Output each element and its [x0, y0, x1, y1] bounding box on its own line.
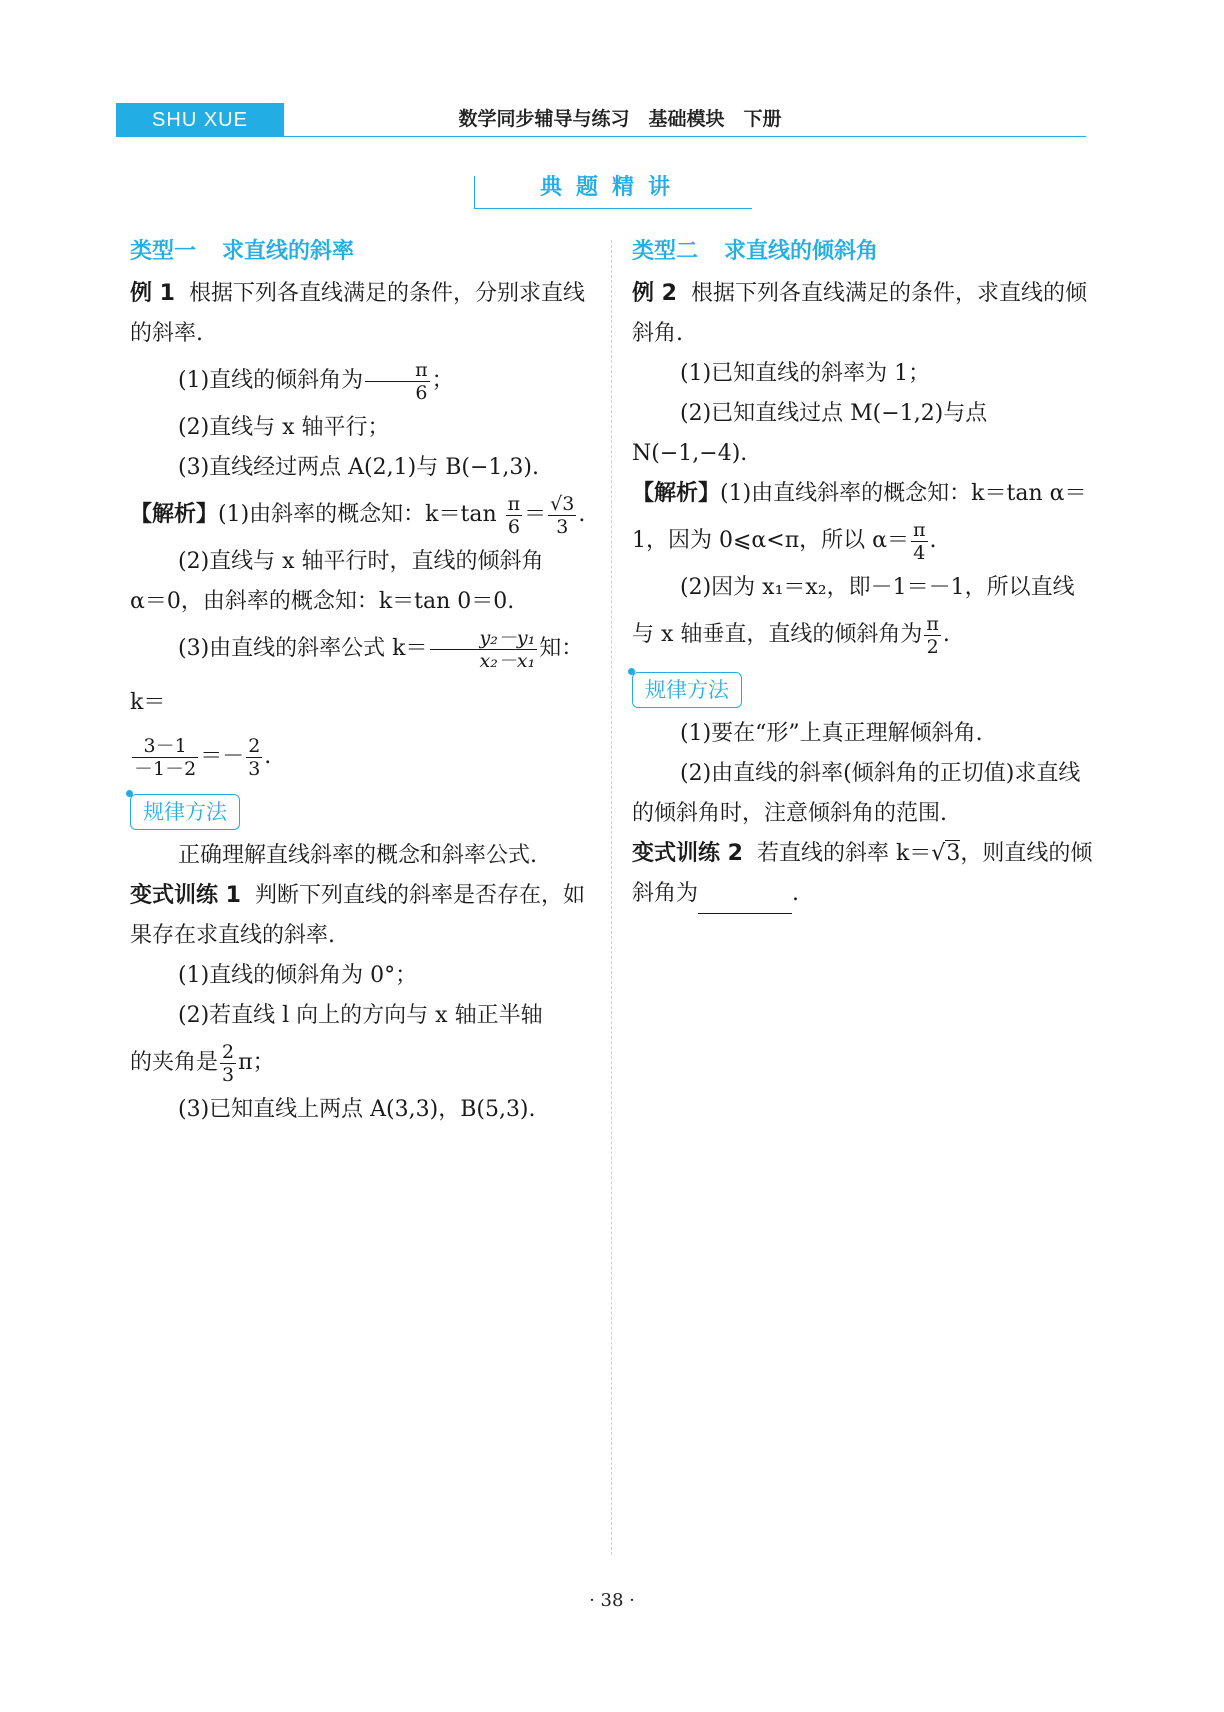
frac-den: 6: [507, 515, 520, 538]
example-2-item-2: (2)已知直线过点 M(−1,2)与点 N(−1,−4).: [632, 401, 988, 466]
frac-num: 2: [248, 734, 261, 757]
solution-2-line-1: (2)直线与 x 轴平行时，直线的倾斜角: [178, 549, 544, 574]
fraction: [246, 735, 262, 780]
solution-2-line-2: [632, 608, 1094, 662]
right-column: [632, 232, 1094, 914]
solution-text: (3)由直线的斜率公式 k＝: [178, 636, 428, 661]
training-item-2b: [130, 1036, 596, 1090]
variant-training-1: [130, 876, 596, 956]
solution-1-line-1: [632, 474, 1094, 514]
solution-text: 与 x 轴垂直，直线的倾斜角为: [632, 622, 923, 647]
type-title: 求直线的倾斜角: [724, 239, 879, 264]
frac-den: x₂－x₁: [479, 649, 536, 672]
variant-training-2: [632, 834, 1094, 914]
section-title-rule: [474, 208, 752, 209]
item-punct: ；: [431, 368, 454, 393]
example-2-item-1: (1)已知直线的斜率为 1；: [680, 361, 931, 386]
solution-3-line-1: [130, 622, 596, 730]
item-text: 的夹角是: [130, 1050, 219, 1075]
frac-num: 3－1: [132, 735, 198, 758]
frac-den: 6: [415, 381, 428, 404]
method-text: 正确理解直线斜率的概念和斜率公式.: [178, 843, 537, 868]
period: .: [929, 528, 937, 553]
solution-text: (1)由直线斜率的概念知：k＝tan α＝: [720, 481, 1087, 506]
solution-1: [130, 488, 596, 542]
fraction: [220, 1041, 236, 1086]
fraction: [506, 493, 523, 538]
frac-den: 3: [222, 1063, 235, 1086]
example-1: [130, 274, 596, 354]
subject-badge: SHU XUE: [116, 103, 284, 137]
solution-text: 知：k＝: [130, 636, 584, 715]
solution-2-line-1: (2)因为 x₁＝x₂，即－1＝－1，所以直线: [680, 575, 1075, 600]
solution-2-line-2: α＝0，由斜率的概念知：k＝tan 0＝0.: [130, 589, 515, 614]
fraction: [924, 613, 941, 658]
period: .: [264, 744, 272, 769]
method-label: 规律方法: [632, 672, 742, 708]
example-label: 例 1: [130, 281, 175, 306]
left-column: [130, 232, 596, 1130]
page-number: · 38 ·: [589, 1590, 635, 1611]
frac-den: －1－2: [134, 757, 197, 780]
frac-den: 2: [926, 635, 939, 658]
solution-text: 1，因为 0⩽α<π，所以 α＝: [632, 528, 910, 553]
example-1-item-2: (2)直线与 x 轴平行；: [178, 415, 390, 440]
fraction: [132, 735, 198, 780]
training-item-3: (3)已知直线上两点 A(3,3)，B(5,3).: [178, 1097, 536, 1122]
method-item-2: (2)由直线的斜率(倾斜角的正切值)求直线的倾斜角时，注意倾斜角的范围.: [632, 761, 1081, 826]
fraction: [430, 627, 538, 672]
fraction: [548, 493, 576, 538]
answer-blank[interactable]: [698, 889, 792, 914]
training-text: ，则直线的倾斜角为: [632, 841, 1093, 906]
book-title: 数学同步辅导与练习 基础模块 下册: [458, 108, 782, 130]
frac-den: 3: [556, 515, 569, 538]
frac-num: π: [507, 492, 521, 515]
example-1-item-3: (3)直线经过两点 A(2,1)与 B(−1,3).: [178, 455, 539, 480]
frac-num: π: [913, 518, 926, 541]
training-label: 变式训练 1: [130, 883, 241, 908]
item-text: (1)直线的倾斜角为: [178, 368, 364, 393]
solution-text: (1)由斜率的概念知：k＝tan: [218, 502, 497, 527]
example-1-item-1: [130, 354, 596, 408]
frac-num: √3: [550, 492, 575, 515]
solution-label: 【解析】: [130, 502, 219, 527]
training-label: 变式训练 2: [632, 841, 743, 866]
example-text: 根据下列各直线满足的条件，分别求直线的斜率.: [130, 281, 585, 346]
equals: ＝: [524, 502, 547, 527]
training-text: 判断下列直线的斜率是否存在，如果存在求直线的斜率.: [130, 883, 585, 948]
period: .: [942, 622, 950, 647]
type-one-heading: [130, 232, 596, 272]
sqrt-symbol: √: [931, 841, 946, 866]
fraction: [365, 359, 430, 404]
header-rule: [284, 136, 1086, 137]
equals: ＝－: [200, 744, 245, 769]
item-text: π；: [238, 1050, 275, 1075]
type-label: 类型二: [632, 239, 699, 264]
type-title: 求直线的斜率: [222, 239, 355, 264]
example-text: 根据下列各直线满足的条件，求直线的倾斜角.: [632, 281, 1087, 346]
method-label: 规律方法: [130, 794, 240, 830]
frac-num: 2: [222, 1040, 235, 1063]
frac-num: y₂－y₁: [430, 627, 538, 650]
frac-den: 3: [248, 757, 261, 780]
period: .: [578, 502, 586, 527]
section-title: 典题精讲: [539, 175, 684, 200]
solution-label: 【解析】: [632, 481, 721, 506]
column-divider: [611, 240, 612, 1555]
example-label: 例 2: [632, 281, 677, 306]
period: .: [792, 881, 800, 906]
type-two-heading: [632, 232, 1094, 272]
frac-den: 4: [913, 541, 926, 564]
solution-3-line-2: [130, 730, 596, 784]
frac-num: π: [926, 612, 939, 635]
method-item-1: (1)要在“形”上真正理解倾斜角.: [680, 721, 983, 746]
fraction: [911, 519, 928, 564]
type-label: 类型一: [130, 239, 197, 264]
frac-num: π: [365, 359, 430, 382]
training-text: 若直线的斜率 k＝: [756, 841, 932, 866]
solution-1-line-2: [632, 514, 1094, 568]
example-2: [632, 274, 1094, 354]
training-item-1: (1)直线的倾斜角为 0°；: [178, 963, 418, 988]
sqrt-radicand: 3: [946, 841, 961, 866]
training-item-2: (2)若直线 l 向上的方向与 x 轴正半轴: [178, 1003, 543, 1028]
